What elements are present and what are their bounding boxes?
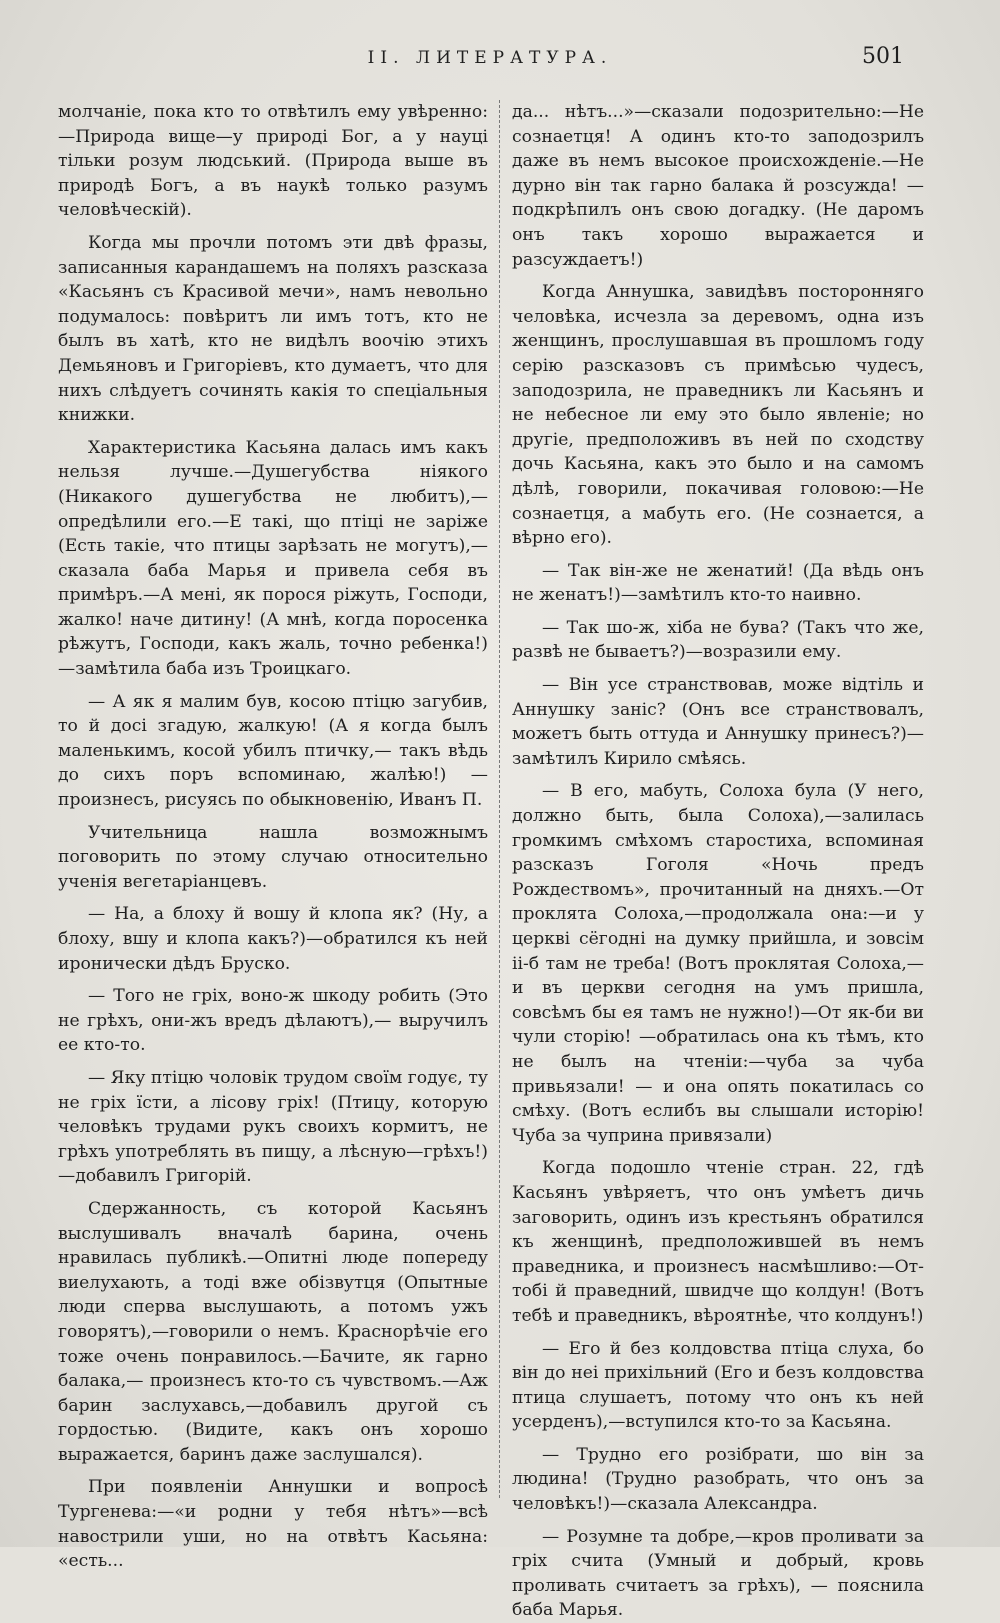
paragraph: Когда подошло чтеніе стран. 22, гдѣ Касьянъ увѣряетъ, что онъ умѣетъ дичь заговорить, одинъ изъ крестьянъ обратился къ женщинѣ, предположившей въ немъ праведника, и произнесъ насмѣшливо:—От-тобі й праведний, швидче що колдун! (Вотъ тебѣ и праведникъ, вѣроятнѣе, что колдунъ!) bbox=[512, 1158, 924, 1326]
paragraph: — В его, мабуть, Солоха була (У него, должно быть, была Солоха),—залилась громкимъ смѣхомъ старостиха, вспоминая разсказъ Гоголя «Ночь предъ Рождествомъ», прочитанный на дняхъ.—От проклята Солоха,—продолжала она:—и у церкві сёгодні на думку прийшла, и зовсім ii-б там не треба! (Вотъ проклятая Солоха,—и въ церкви сегодня на умъ пришла, совсѣмъ бы ея тамъ не нужно!)—От як-би ви чули сторію! —обратилась она къ тѣмъ, кто не былъ на чтеніи:—чуба за чуба привьязали! — и она опять покатилась со смѣху. (Вотъ еслибъ вы слышали исторію! Чуба за чуприна привязали) bbox=[512, 781, 924, 1146]
paragraph: — Его й без колдовства птіца слуха, бо він до неі прихільний (Его и безъ колдовства птица слушаетъ, потому что онъ къ ней усерденъ),—вступился кто-то за Касьяна. bbox=[512, 1338, 924, 1433]
paragraph: — Трудно его розібрати, шо він за людина! (Трудно разобрать, что онъ за человѣкъ!)—сказала Александра. bbox=[512, 1444, 924, 1515]
paragraph: — Розумне та добре,—кров проливати за гріх счита (Умный и добрый, кровь проливать считаетъ за грѣхъ), — пояснила баба Марья. bbox=[512, 1526, 924, 1621]
paragraph: Сдержанность, съ которой Касьянъ выслушивалъ вначалѣ барина, очень нравилась публикѣ.—Опитні люде попереду виелухають, а тоді вже обізвутця (Опытные люди сперва выслушають, а потомъ ужъ говорятъ),—говорили о немъ. Краснорѣчіе его тоже очень понравилось.—Бачите, як гарно балака,— произнесъ кто-то съ чувствомъ.—Аж барин заслухавсь,—добавилъ другой съ гордостью. (Видите, какъ онъ хорошо выражается, баринъ даже заслушался). bbox=[58, 1198, 488, 1465]
paragraph: Характеристика Касьяна далась имъ какъ нельзя лучше.—Душегубства нiякого (Никакого душегубства не любитъ),—опредѣлили его.—Е такі, що птіці не заріже (Есть такіе, что птицы зарѣзать не могутъ),—сказала баба Марья и привела себя въ примѣръ.—А мені, як порося ріжуть, Господи, жалко! наче дитину! (А мнѣ, когда поросенка рѣжутъ, Господи, какъ жаль, точно ребенка!)—замѣтила баба изъ Троицкаго. bbox=[58, 437, 488, 680]
paragraph: да... нѣтъ...»—сказали подозрительно:—Не сознаетця! А одинъ кто-то заподозрилъ даже въ немъ высокое происхожденіе.—Не дурно він так гарно балака й розсужда! — подкрѣпилъ онъ свою догадку. (Не даромъ онъ такъ хорошо выражается и разсуждаетъ!) bbox=[512, 102, 924, 270]
paragraph: — Так він-же не женатий! (Да вѣдь онъ не женатъ!)—замѣтилъ кто-то наивно. bbox=[512, 560, 924, 606]
running-header: II. ЛИТЕРАТУРА. bbox=[367, 48, 613, 68]
paragraph: Учительница нашла возможнымъ поговорить по этому случаю относительно ученія вегетаріанцевъ. bbox=[58, 822, 488, 892]
paragraph: — Так шо-ж, хіба не бува? (Такъ что же, развѣ не бываетъ?)—возразили ему. bbox=[512, 617, 924, 663]
paragraph: — А як я малим був, косою птіцю загубив, то й досі згадую, жалкую! (А я когда былъ маленькимъ, косой убилъ птичку,— такъ вѣдь до сихъ поръ вспоминаю, жалѣю!) — произнесъ, рисуясь по обыкновенію, Иванъ П. bbox=[58, 691, 488, 811]
paragraph: При появленіи Аннушки и вопросѣ Тургенева:—«и родни у тебя нѣтъ»—всѣ навострили уши, но на отвѣтъ Касьяна: «есть... bbox=[58, 1477, 488, 1572]
paragraph: Когда мы прочли потомъ эти двѣ фразы, записанныя карандашемъ на поляхъ разсказа «Касьянъ съ Красивой мечи», намъ невольно подумалось: повѣритъ ли имъ тотъ, кто не былъ въ хатѣ, кто не видѣлъ воочію этихъ Демьяновъ и Григоріевъ, кто думаетъ, что для нихъ слѣдуетъ сочинять какія то спеціальныя книжки. bbox=[58, 232, 488, 426]
paragraph: Когда Аннушка, завидѣвъ посторонняго человѣка, исчезла за деревомъ, одна изъ женщинъ, прослушавшая въ прошломъ году серію разсказовъ съ примѣсью чудесъ, заподозрила, не праведникъ ли Касьянъ и не небесное ли ему это было явленіе; но другіе, предположивъ въ ней по сходству дочь Касьяна, какъ это было и на самомъ дѣлѣ, говорили, покачивая головою:—Не сознаетця, а мабуть его. (Не сознается, а вѣрно его). bbox=[512, 282, 924, 549]
column-divider bbox=[499, 100, 500, 1498]
left-text-column bbox=[58, 100, 488, 1572]
paragraph: — Яку птіцю чоловік трудом своїм годує, ту не гріх їсти, а лісову гріх! (Птицу, которую человѣкъ трудами рукъ своихъ кормитъ, не грѣхъ употреблять въ пищу, а лѣсную—грѣхъ!)—добавилъ Григорій. bbox=[58, 1067, 488, 1187]
paragraph: — На, а блоху й вошу й клопа як? (Ну, а блоху, вшу и клопа какъ?)—обратился къ ней иронически дѣдъ Бруско. bbox=[58, 904, 488, 974]
paragraph: молчаніе, пока кто то отвѣтилъ ему увѣренно:—Природа вище—у природі Бог, а у науці тільки розум людський. (Природа выше въ природѣ Богъ, а въ наукѣ только разумъ человѣческій). bbox=[58, 102, 488, 221]
paragraph: — Він усе странствовав, може відтіль и Аннушку заніс? (Онъ все странствовалъ, можетъ быть оттуда и Аннушку принесъ?)— замѣтилъ Кирило смѣясь. bbox=[512, 675, 924, 769]
paragraph: — Того не гріх, воно-ж шкоду робить (Это не грѣхъ, они-жъ вредъ дѣлаютъ),— выручилъ ее кто-то. bbox=[58, 986, 488, 1056]
right-text-column bbox=[512, 100, 924, 1621]
page-number: 501 bbox=[862, 44, 904, 69]
